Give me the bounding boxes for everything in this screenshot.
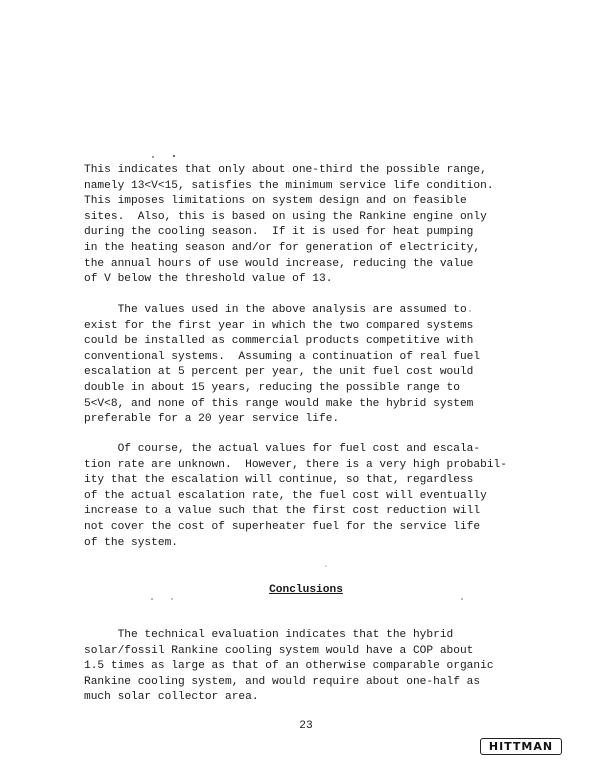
text-line: of the actual escalation rate, the fuel cost will eventually <box>84 489 487 502</box>
text-line: in the heating season and/or for generation of electricity, <box>84 241 481 254</box>
text-line: This indicates that only about one-third the possible range, <box>84 164 487 176</box>
text-line: preferable for a 20 year service life. <box>84 413 340 426</box>
text-line: exist for the first year in which the two compared systems <box>84 319 474 332</box>
text-line: the annual hours of use would increase, reducing the value <box>84 257 474 270</box>
text-line: solar/fossil Rankine cooling system would have a COP about <box>84 644 474 657</box>
text-line: not cover the cost of superheater fuel for the service life <box>84 520 481 533</box>
section-heading-text: Conclusions <box>269 584 343 596</box>
paragraph-1 <box>84 163 504 288</box>
text-line: namely 13<V<15, satisfies the minimum service life condition. <box>84 179 494 192</box>
text-line: conventional systems. Assuming a continuation of real fuel <box>84 350 481 363</box>
text-line: The values used in the above analysis are assumed to <box>84 304 467 316</box>
paragraph-3 <box>84 442 507 551</box>
hittman-stamp: HITTMAN <box>480 738 562 755</box>
text-line: much solar collector area. <box>84 691 259 704</box>
text-line: 5<V<8, and none of this range would make the hybrid system <box>84 397 474 410</box>
text-line: of the system. <box>84 536 178 549</box>
text-line: sites. Also, this is based on using the Rankine engine only <box>84 210 487 223</box>
text-line: of V below the threshold value of 13. <box>84 273 333 286</box>
conclusion-paragraph <box>84 628 504 706</box>
text-line: tion rate are unknown. However, there is a very high probabil- <box>84 458 507 471</box>
text-line: double in about 15 years, reducing the possible range to <box>84 381 460 394</box>
text-line: Of course, the actual values for fuel cost and escala- <box>84 443 481 455</box>
text-line: 1.5 times as large as that of an otherwise comparable organic <box>84 660 494 673</box>
text-line: Rankine cooling system, and would require about one-half as <box>84 675 481 688</box>
section-heading <box>0 584 612 596</box>
text-line: This imposes limitations on system design and on feasible <box>84 195 467 208</box>
paragraph-2 <box>84 303 504 428</box>
text-line: The technical evaluation indicates that the hybrid <box>84 629 454 641</box>
text-line: during the cooling season. If it is used for heat pumping <box>84 226 474 239</box>
text-line: escalation at 5 percent per year, the unit fuel cost would <box>84 366 474 379</box>
text-line: increase to a value such that the first cost reduction will <box>84 505 481 518</box>
text-line: could be installed as commercial products competitive with <box>84 335 474 348</box>
page-number: 23 <box>299 720 313 732</box>
text-line: ity that the escalation will continue, so that, regardless <box>84 474 474 487</box>
